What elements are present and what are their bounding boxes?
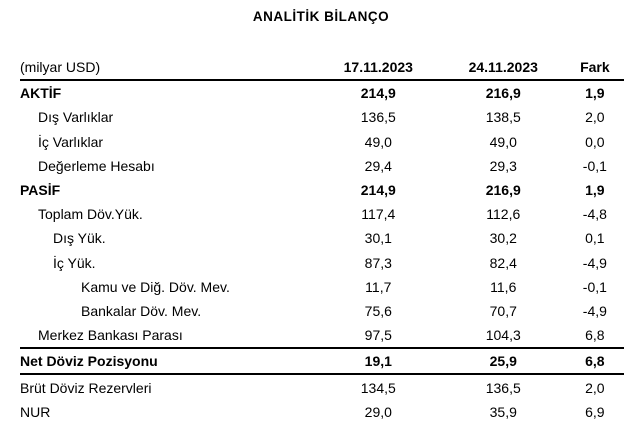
cell-difference: -0,1 [582,157,607,174]
table-row [20,178,624,202]
row-label: Merkez Bankası Parası [38,327,183,344]
cell-difference: 6,9 [585,403,605,420]
column-header-difference: Fark [566,55,624,80]
cell-value: 11,7 [365,278,392,295]
cell-value: 87,3 [364,254,392,271]
row-label: PASİF [20,182,61,199]
cell-difference: -4,9 [582,254,607,271]
table-header-row [20,55,624,80]
row-label: İç Yük. [53,254,96,271]
cell-value: 134,5 [360,379,396,396]
cell-difference: -4,9 [582,302,607,319]
row-label: Değerleme Hesabı [38,157,155,174]
table-row [20,202,624,226]
cell-difference: 2,0 [585,379,605,396]
table-row [20,80,624,105]
cell-difference: 1,9 [585,85,605,102]
row-label: NUR [20,403,51,420]
cell-difference: 6,8 [566,348,624,374]
column-header-date-1: 17.11.2023 [316,55,441,80]
table-row [20,130,624,154]
table-row [20,374,624,399]
cell-value: 30,2 [489,230,517,247]
row-label: Brüt Döviz Rezervleri [20,379,152,396]
cell-value: 216,9 [485,182,521,199]
row-label: Toplam Döv.Yük. [38,206,143,223]
cell-difference: -4,8 [582,206,607,223]
table-row [20,299,624,323]
cell-value: 49,0 [364,133,392,150]
cell-value: 29,0 [364,403,392,420]
cell-value: 75,6 [364,302,392,319]
cell-value: 29,3 [489,157,517,174]
cell-value: 214,9 [360,182,396,199]
unit-label: (milyar USD) [20,55,316,80]
cell-value: 138,5 [485,109,521,126]
column-header-date-2: 24.11.2023 [441,55,566,80]
table-row [20,226,624,250]
cell-value: 117,4 [361,206,396,223]
cell-value: 136,5 [360,109,396,126]
row-label: Dış Varlıklar [38,109,114,126]
cell-difference: 1,9 [585,182,605,199]
balance-sheet-table [20,55,624,424]
table-row [20,154,624,178]
row-label: İç Varlıklar [38,133,104,150]
table-row [20,323,624,348]
table-row [20,105,624,129]
cell-value: 82,4 [489,254,517,271]
cell-value: 104,3 [485,327,521,344]
cell-value: 30,1 [364,230,392,247]
cell-value: 49,0 [489,133,517,150]
row-label: Net Döviz Pozisyonu [20,348,316,374]
page-title: ANALİTİK BİLANÇO [252,9,390,24]
row-label: Bankalar Döv. Mev. [81,302,202,319]
cell-value: 25,9 [441,348,566,374]
cell-difference: -0,1 [582,278,607,295]
cell-value: 214,9 [360,85,396,102]
table-row-net-position [20,348,624,374]
table-row [20,275,624,299]
cell-value: 136,5 [485,379,521,396]
table-row [20,400,624,424]
cell-value: 11,6 [490,278,517,295]
cell-difference: 0,0 [585,133,605,150]
table-row [20,251,624,275]
cell-value: 112,6 [486,206,521,223]
cell-difference: 6,8 [585,327,605,344]
cell-value: 216,9 [485,85,521,102]
cell-value: 19,1 [316,348,441,374]
row-label: Kamu ve Diğ. Döv. Mev. [81,278,230,295]
cell-value: 35,9 [489,403,517,420]
row-label: Dış Yük. [53,230,106,247]
cell-difference: 2,0 [585,109,605,126]
cell-value: 70,7 [489,302,517,319]
row-label: AKTİF [20,85,62,102]
cell-difference: 0,1 [585,230,605,247]
cell-value: 29,4 [364,157,392,174]
cell-value: 97,5 [364,327,392,344]
